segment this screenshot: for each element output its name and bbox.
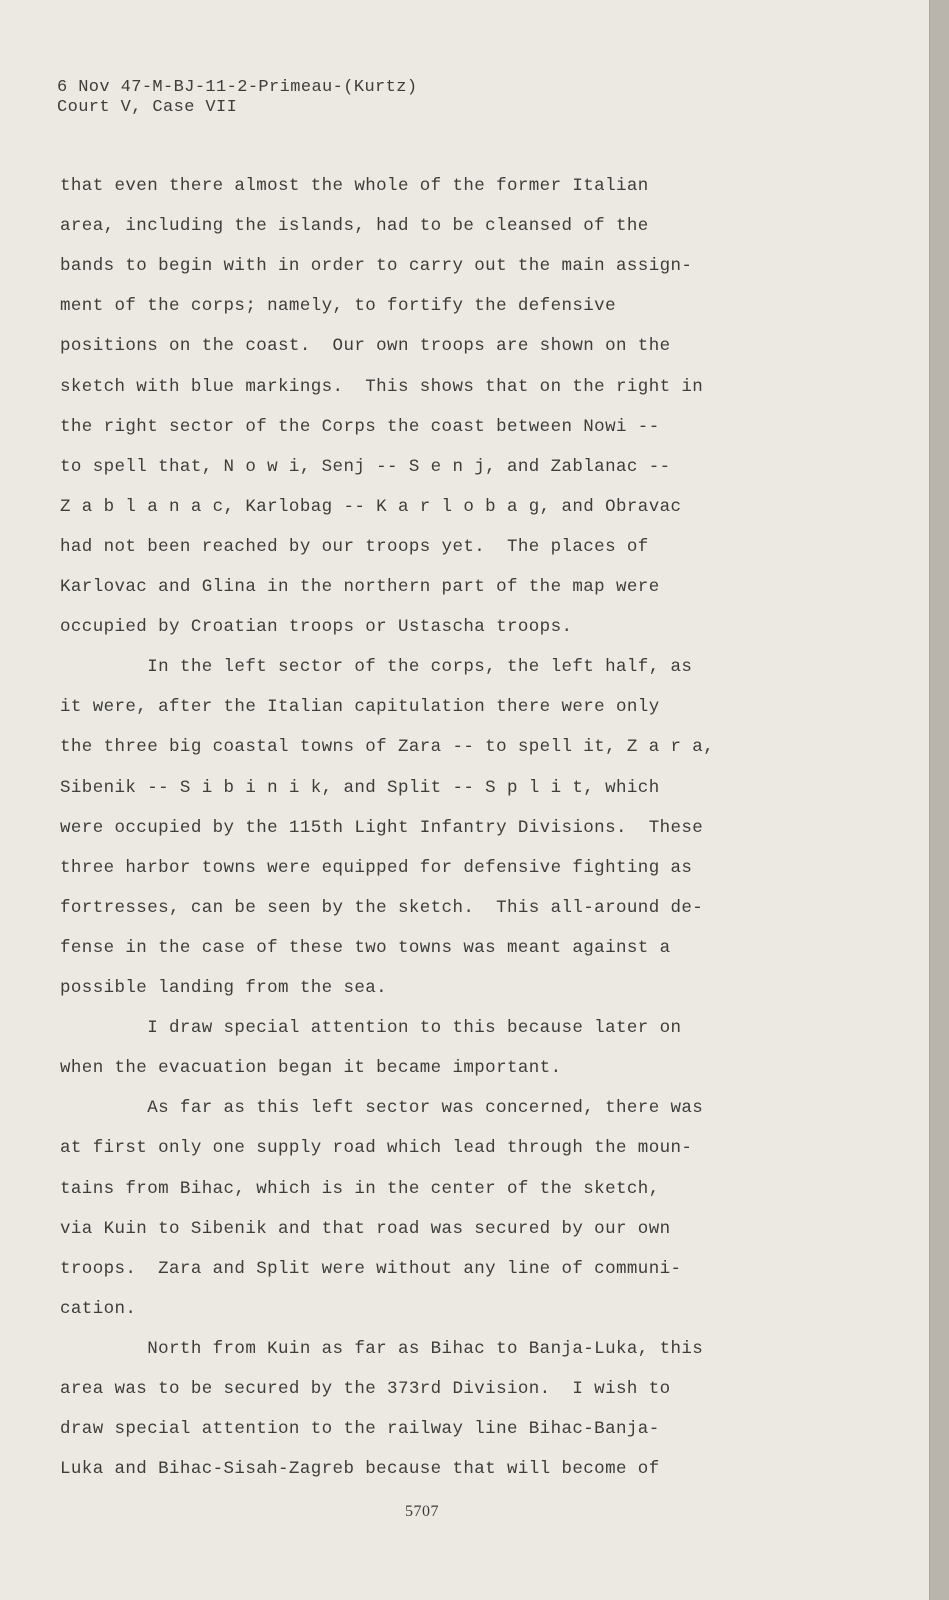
transcript-line: bands to begin with in order to carry out the main assign-	[60, 256, 693, 276]
transcript-line: draw special attention to the railway line Bihac-Banja-	[60, 1419, 660, 1439]
transcript-line: I draw special attention to this because later on	[60, 1018, 682, 1038]
transcript-line: had not been reached by our troops yet. The places of	[60, 537, 649, 557]
page-number: 5707	[405, 1503, 439, 1520]
transcript-line: Karlovac and Glina in the northern part of the map were	[60, 577, 660, 597]
transcript-line: Z a b l a n a c, Karlobag -- K a r l o b a g, and Obravac	[60, 497, 682, 517]
transcript-line: at first only one supply road which lead through the moun-	[60, 1138, 693, 1158]
transcript-line: cation.	[60, 1299, 137, 1319]
transcript-line: fortresses, can be seen by the sketch. This all-around de-	[60, 898, 704, 918]
header-line-court-case: Court V, Case VII	[57, 98, 238, 117]
transcript-line: the three big coastal towns of Zara -- to spell it, Z a r a,	[60, 737, 715, 757]
transcript-line: to spell that, N o w i, Senj -- S e n j, and Zablanac --	[60, 457, 671, 477]
transcript-line: via Kuin to Sibenik and that road was secured by our own	[60, 1219, 671, 1239]
transcript-line: were occupied by the 115th Light Infantry Divisions. These	[60, 818, 704, 838]
transcript-line: Sibenik -- S i b i n i k, and Split -- S p l i t, which	[60, 778, 660, 798]
transcript-line: possible landing from the sea.	[60, 978, 388, 998]
transcript-line: the right sector of the Corps the coast between Nowi --	[60, 417, 660, 437]
document-header	[57, 78, 417, 118]
transcript-line: ment of the corps; namely, to fortify the defensive	[60, 296, 616, 316]
transcript-line: it were, after the Italian capitulation there were only	[60, 697, 660, 717]
transcript-line: North from Kuin as far as Bihac to Banja-Luka, this	[60, 1339, 704, 1359]
transcript-line: three harbor towns were equipped for defensive fighting as	[60, 858, 693, 878]
transcript-line: As far as this left sector was concerned, there was	[60, 1098, 704, 1118]
transcript-line: that even there almost the whole of the former Italian	[60, 176, 649, 196]
transcript-line: positions on the coast. Our own troops are shown on the	[60, 336, 671, 356]
transcript-line: when the evacuation began it became important.	[60, 1058, 562, 1078]
transcript-line: area, including the islands, had to be cleansed of the	[60, 216, 649, 236]
transcript-line: Luka and Bihac-Sisah-Zagreb because that will become of	[60, 1459, 660, 1479]
header-line-date-reference: 6 Nov 47-M-BJ-11-2-Primeau-(Kurtz)	[57, 78, 418, 97]
transcript-line: area was to be secured by the 373rd Division. I wish to	[60, 1379, 671, 1399]
transcript-line: troops. Zara and Split were without any line of communi-	[60, 1259, 682, 1279]
transcript-line: sketch with blue markings. This shows that on the right in	[60, 377, 704, 397]
transcript-line: fense in the case of these two towns was meant against a	[60, 938, 671, 958]
transcript-line: tains from Bihac, which is in the center of the sketch,	[60, 1179, 660, 1199]
transcript-line: In the left sector of the corps, the left half, as	[60, 657, 693, 677]
transcript-line: occupied by Croatian troops or Ustascha troops.	[60, 617, 573, 637]
